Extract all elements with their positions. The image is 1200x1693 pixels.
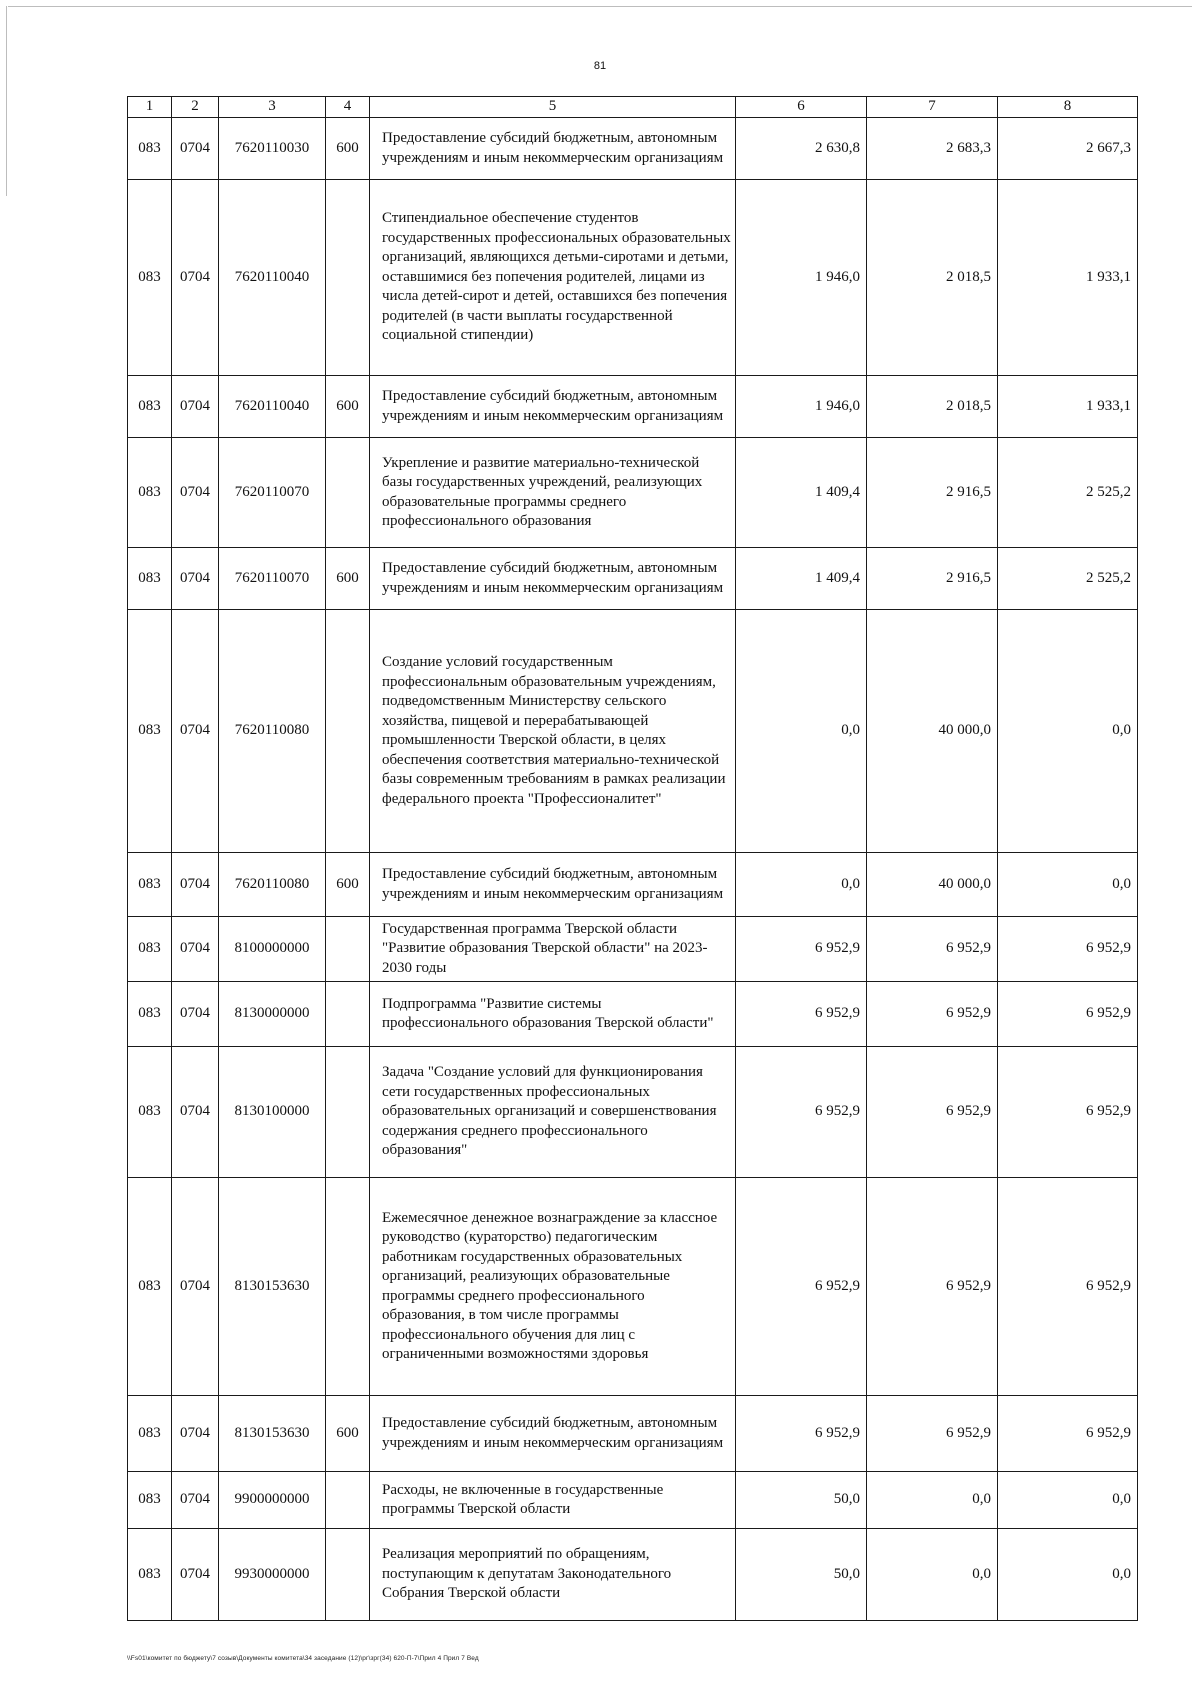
cell-amount-6: 0,0 [736, 853, 867, 917]
cell-expense-type [326, 180, 370, 376]
col-header-4: 4 [326, 97, 370, 118]
cell-target-article: 7620110080 [219, 853, 326, 917]
cell-target-article: 7620110030 [219, 118, 326, 180]
budget-table [127, 96, 1138, 1621]
cell-amount-7: 2 018,5 [867, 180, 998, 376]
cell-expense-type: 600 [326, 376, 370, 438]
cell-section: 0704 [172, 1472, 219, 1529]
cell-description: Подпрограмма "Развитие системы профессионального образования Тверской области" [370, 982, 736, 1047]
table-row [128, 853, 1138, 917]
cell-section: 0704 [172, 1047, 219, 1178]
cell-amount-8: 0,0 [998, 610, 1138, 853]
cell-amount-6: 1 946,0 [736, 376, 867, 438]
cell-description: Ежемесячное денежное вознаграждение за классное руководство (кураторство) педагогическим работникам государственных образовательных организаций, реализующих образовательные программы среднего профессионального образования, в том числе программы профессионального обучения для лиц с ограниченными возможностями здоровья [370, 1178, 736, 1396]
cell-description: Государственная программа Тверской области "Развитие образования Тверской области" на 2023-2030 годы [370, 917, 736, 982]
cell-amount-6: 6 952,9 [736, 1178, 867, 1396]
cell-target-article: 7620110040 [219, 376, 326, 438]
cell-target-article: 7620110040 [219, 180, 326, 376]
cell-target-article: 8100000000 [219, 917, 326, 982]
table-row [128, 1472, 1138, 1529]
cell-amount-8: 0,0 [998, 1472, 1138, 1529]
cell-amount-8: 0,0 [998, 853, 1138, 917]
cell-ministry: 083 [128, 376, 172, 438]
cell-description: Укрепление и развитие материально-технической базы государственных учреждений, реализующих образовательные программы среднего профессионального образования [370, 438, 736, 548]
cell-ministry: 083 [128, 548, 172, 610]
cell-amount-7: 6 952,9 [867, 917, 998, 982]
cell-expense-type [326, 917, 370, 982]
table-row [128, 1529, 1138, 1621]
cell-amount-6: 0,0 [736, 610, 867, 853]
cell-target-article: 9900000000 [219, 1472, 326, 1529]
col-header-5: 5 [370, 97, 736, 118]
cell-expense-type: 600 [326, 548, 370, 610]
cell-description: Реализация мероприятий по обращениям, поступающим к депутатам Законодательного Собрания Тверской области [370, 1529, 736, 1621]
table-row [128, 118, 1138, 180]
cell-amount-6: 6 952,9 [736, 1047, 867, 1178]
cell-ministry: 083 [128, 1178, 172, 1396]
table-row [128, 438, 1138, 548]
cell-description: Предоставление субсидий бюджетным, автономным учреждениям и иным некоммерческим организациям [370, 853, 736, 917]
cell-description: Создание условий государственным профессиональным образовательным учреждениям, подведомственным Министерству сельского хозяйства, пищевой и перерабатывающей промышленности Тверской области, в целях обеспечения соответствия материально-технической базы современным требованиям в рамках реализации федерального проекта "Профессионалитет" [370, 610, 736, 853]
cell-amount-8: 6 952,9 [998, 1047, 1138, 1178]
page-number: 81 [593, 60, 607, 72]
col-header-7: 7 [867, 97, 998, 118]
table-row [128, 1396, 1138, 1472]
cell-ministry: 083 [128, 917, 172, 982]
cell-amount-6: 6 952,9 [736, 982, 867, 1047]
cell-amount-6: 6 952,9 [736, 1396, 867, 1472]
cell-section: 0704 [172, 1396, 219, 1472]
cell-target-article: 8130153630 [219, 1396, 326, 1472]
cell-amount-8: 2 667,3 [998, 118, 1138, 180]
cell-expense-type [326, 1178, 370, 1396]
cell-description: Предоставление субсидий бюджетным, автономным учреждениям и иным некоммерческим организациям [370, 376, 736, 438]
cell-amount-7: 2 916,5 [867, 548, 998, 610]
cell-description: Предоставление субсидий бюджетным, автономным учреждениям и иным некоммерческим организациям [370, 118, 736, 180]
cell-amount-8: 2 525,2 [998, 438, 1138, 548]
cell-amount-7: 2 018,5 [867, 376, 998, 438]
cell-amount-7: 6 952,9 [867, 1178, 998, 1396]
table-row [128, 1047, 1138, 1178]
cell-ministry: 083 [128, 853, 172, 917]
header-row [128, 97, 1138, 118]
cell-expense-type [326, 1472, 370, 1529]
cell-amount-7: 6 952,9 [867, 1047, 998, 1178]
cell-amount-6: 1 409,4 [736, 548, 867, 610]
table-row [128, 610, 1138, 853]
cell-description: Предоставление субсидий бюджетным, автономным учреждениям и иным некоммерческим организациям [370, 1396, 736, 1472]
cell-section: 0704 [172, 118, 219, 180]
cell-amount-7: 0,0 [867, 1529, 998, 1621]
cell-section: 0704 [172, 917, 219, 982]
cell-target-article: 8130100000 [219, 1047, 326, 1178]
cell-amount-7: 40 000,0 [867, 853, 998, 917]
cell-ministry: 083 [128, 1396, 172, 1472]
cell-expense-type [326, 1047, 370, 1178]
cell-target-article: 8130153630 [219, 1178, 326, 1396]
cell-target-article: 7620110070 [219, 548, 326, 610]
cell-target-article: 7620110080 [219, 610, 326, 853]
scan-edge-left [6, 6, 7, 196]
col-header-3: 3 [219, 97, 326, 118]
col-header-8: 8 [998, 97, 1138, 118]
cell-amount-8: 0,0 [998, 1529, 1138, 1621]
cell-amount-8: 1 933,1 [998, 180, 1138, 376]
cell-amount-8: 6 952,9 [998, 982, 1138, 1047]
cell-amount-6: 2 630,8 [736, 118, 867, 180]
table-row [128, 180, 1138, 376]
cell-description: Стипендиальное обеспечение студентов государственных профессиональных образовательных организаций, являющихся детьми-сиротами и детьми, оставшимися без попечения родителей, лицами из числа детей-сирот и детей, оставшихся без попечения родителей (в части выплаты государственной социальной стипендии) [370, 180, 736, 376]
cell-amount-7: 40 000,0 [867, 610, 998, 853]
cell-target-article: 7620110070 [219, 438, 326, 548]
cell-section: 0704 [172, 548, 219, 610]
cell-expense-type [326, 438, 370, 548]
table-row [128, 376, 1138, 438]
cell-ministry: 083 [128, 610, 172, 853]
cell-amount-8: 6 952,9 [998, 1396, 1138, 1472]
cell-expense-type [326, 982, 370, 1047]
cell-amount-6: 50,0 [736, 1529, 867, 1621]
cell-target-article: 9930000000 [219, 1529, 326, 1621]
col-header-6: 6 [736, 97, 867, 118]
cell-amount-8: 2 525,2 [998, 548, 1138, 610]
table-row [128, 1178, 1138, 1396]
table-row [128, 982, 1138, 1047]
cell-amount-7: 2 916,5 [867, 438, 998, 548]
cell-amount-8: 6 952,9 [998, 1178, 1138, 1396]
table-row [128, 917, 1138, 982]
cell-amount-7: 6 952,9 [867, 1396, 998, 1472]
cell-ministry: 083 [128, 1529, 172, 1621]
cell-section: 0704 [172, 853, 219, 917]
cell-description: Предоставление субсидий бюджетным, автономным учреждениям и иным некоммерческим организациям [370, 548, 736, 610]
cell-section: 0704 [172, 438, 219, 548]
col-header-1: 1 [128, 97, 172, 118]
cell-amount-7: 0,0 [867, 1472, 998, 1529]
cell-expense-type: 600 [326, 1396, 370, 1472]
cell-expense-type: 600 [326, 118, 370, 180]
cell-expense-type [326, 1529, 370, 1621]
cell-amount-6: 1 946,0 [736, 180, 867, 376]
cell-ministry: 083 [128, 438, 172, 548]
cell-amount-6: 1 409,4 [736, 438, 867, 548]
cell-description: Расходы, не включенные в государственные программы Тверской области [370, 1472, 736, 1529]
cell-expense-type: 600 [326, 853, 370, 917]
cell-ministry: 083 [128, 180, 172, 376]
cell-section: 0704 [172, 1529, 219, 1621]
cell-section: 0704 [172, 982, 219, 1047]
cell-ministry: 083 [128, 982, 172, 1047]
cell-section: 0704 [172, 610, 219, 853]
cell-amount-6: 6 952,9 [736, 917, 867, 982]
cell-expense-type [326, 610, 370, 853]
scan-edge-top [8, 6, 1192, 7]
col-header-2: 2 [172, 97, 219, 118]
cell-amount-7: 2 683,3 [867, 118, 998, 180]
cell-section: 0704 [172, 376, 219, 438]
table-row [128, 548, 1138, 610]
cell-description: Задача "Создание условий для функционирования сети государственных профессиональных образовательных организаций и совершенствования содержания среднего профессионального образования" [370, 1047, 736, 1178]
footer-file-path: \\Fs01\комитет по бюджету\7 созыв\Документы комитета\34 заседание (12)\рг\зрг(34) 620-П-7\Прил 4 Прил 7 Вед [127, 1655, 479, 1662]
cell-ministry: 083 [128, 1472, 172, 1529]
cell-amount-7: 6 952,9 [867, 982, 998, 1047]
cell-target-article: 8130000000 [219, 982, 326, 1047]
cell-amount-8: 1 933,1 [998, 376, 1138, 438]
cell-amount-8: 6 952,9 [998, 917, 1138, 982]
cell-ministry: 083 [128, 118, 172, 180]
cell-section: 0704 [172, 180, 219, 376]
cell-section: 0704 [172, 1178, 219, 1396]
cell-amount-6: 50,0 [736, 1472, 867, 1529]
cell-ministry: 083 [128, 1047, 172, 1178]
